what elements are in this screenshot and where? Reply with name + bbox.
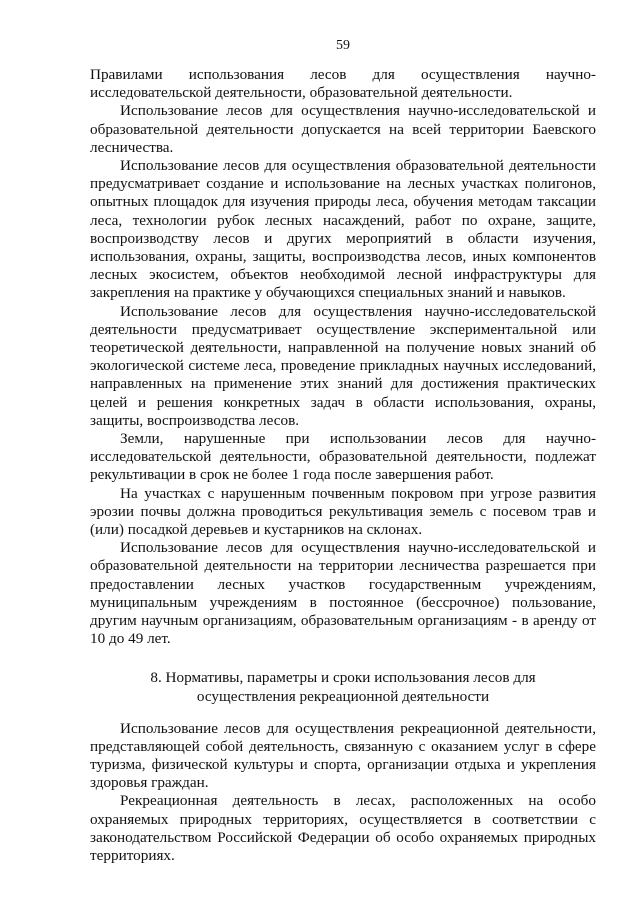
section-heading (90, 668, 596, 706)
document-page (90, 38, 596, 865)
paragraph: На участках с нарушенным почвенным покровом при угрозе развития эрозии почвы должна проводиться рекультивация земель с посевом трав и (или) посадкой деревьев и кустарников на склонах. (90, 484, 596, 539)
paragraph: Использование лесов для осуществления научно-исследовательской и образовательной деятельности на территории лесничества разрешается при предоставлении лесных участков государственным учреждениям, муниципальным учреждениям в постоянное (бессрочное) пользование, другим научным организациям, образовательным организациям - в аренду от 10 до 49 лет. (90, 539, 596, 648)
page-number: 59 (336, 38, 350, 53)
paragraph: Использование лесов для осуществления рекреационной деятельности, представляющей собой деятельность, связанную с оказанием услуг в сфере туризма, физической культуры и спорта, организации отдыха и укрепления здоровья граждан. (90, 719, 596, 792)
paragraph: Рекреационная деятельность в лесах, расположенных на особо охраняемых природных территориях, осуществляется в соответствии с законодательством Российской Федерации об особо охраняемых природных территориях. (90, 792, 596, 864)
paragraph: Правилами использования лесов для осуществления научно-исследовательской деятельности, образовательной деятельности. (90, 66, 596, 102)
paragraph: Использование лесов для осуществления образовательной деятельности предусматривает создание и использование на лесных участках полигонов, опытных площадок для изучения природы леса, обучения методам таксации леса, технологии рубок лесных насаждений, работ по охране, защите, воспроизводству лесов и других мероприятий в области изучения, использования, охраны, защиты, воспроизводства лесов, иных компонентов лесных экосистем, объектов необходимой лесной инфраструктуры для закрепления на практике у обучающихся специальных знаний и навыков. (90, 157, 596, 302)
section-heading-line: осуществления рекреационной деятельности (196, 687, 490, 705)
section-heading-line: 8. Нормативы, параметры и сроки использования лесов для (150, 668, 536, 686)
paragraph: Земли, нарушенные при использовании лесов для научно-исследовательской деятельности, образовательной деятельности, подлежат рекультивации в срок не более 1 года после завершения работ. (90, 430, 596, 484)
paragraph: Использование лесов для осуществления научно-исследовательской и образовательной деятельности допускается на всей территории Баевского лесничества. (90, 102, 596, 156)
paragraph: Использование лесов для осуществления научно-исследовательской деятельности предусматривает осуществление экспериментальной или теоретической деятельности, направленной на получение новых знаний об экологической системе леса, проведение прикладных научных исследований, направленных на применение этих знаний для достижения практических целей и решения конкретных задач в области использования, охраны, защиты, воспроизводства лесов. (90, 302, 596, 429)
